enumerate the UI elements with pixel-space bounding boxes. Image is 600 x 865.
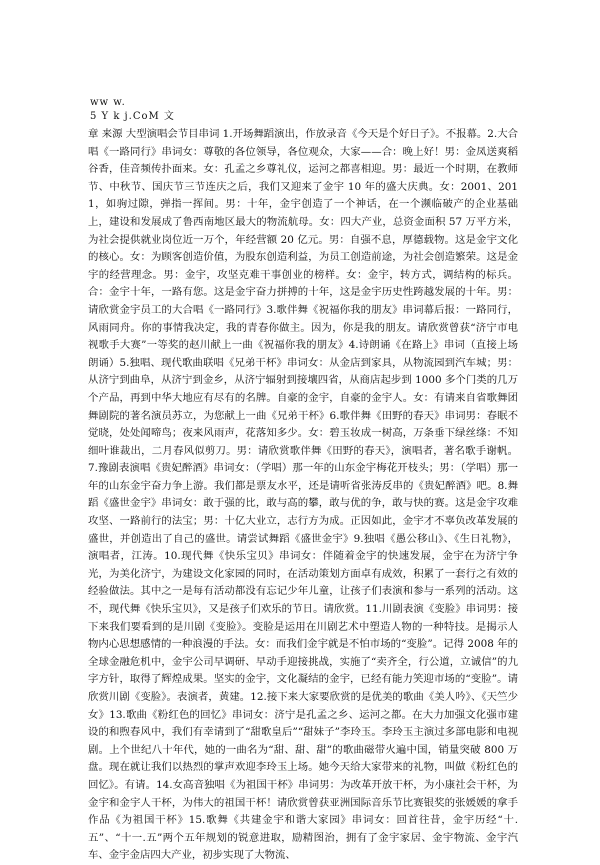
header-line-1: ww w. [90, 97, 126, 108]
source-header [90, 96, 175, 124]
header-line-2: 5 Y k j.CoM 文 [90, 111, 175, 122]
document-body: 章 来源 大型演唱会节目串词 1.开场舞蹈演出，作放录音《今天是个好日子》。不报幕。2.大合唱《一路同行》串词女：尊敬的各位领导，各位观众，大家——合：晚上好！男：金凤送爽稻谷香，佳音频传扑面来。女：孔孟之乡尊礼仪，运河之都喜相迎。男：最近一个时期，在教师节、中秋节、国庆节三节连庆之后，我们又迎来了金宇 10 年的盛大庆典。女：2001、2011，如驹过隙，弹指一挥间。男：十年，金宇创造了一个神话，在一个濒临破产的企业基础上，建设和发展成了鲁西南地区最大的物流航母。女：四大产业，总资金面积 57 万平方米，为社会提供就业岗位近一万个，年经营额 20 亿元。男：自强不息，厚德载物。这是金宇文化的核心。女：为顾客创造价值，为股东创造利益，为员工创造前途，为社会创造繁荣。这是金宇的经营理念。男：金宇，攻坚克难干事创业的榜样。女：金宇，转方式，调结构的标兵。合：金宇十年，一路有您。这是金宇奋力拼搏的十年，这是金宇历史性跨越发展的十年。男：请欣赏金宇员工的大合唱《一路同行》3.歌伴舞《祝福你我的朋友》串词幕后报：一路同行，风雨同舟。你的事情我决定，我的青春你做主。因为，你是我的朋友。请欣赏曾获“济宁市电视歌手大赛”一等奖的赵川献上一曲《祝福你我的朋友》4.诗朗诵《在路上》串词（直接上场朗诵）5.独唱、现代歌曲联唱《兄弟干杯》串词女：从金店到家具，从物流园到汽车城；男：从济宁到曲阜，从济宁到金乡，从济宁辐射到接壤四省，从商店起步到 1000 多个门类的几万个产品，再到中华大地应有尽有的名牌。自豪的金宇，自豪的金宇人。女：有请来自省歌舞团舞剧院的著名演员苏立，为您献上一曲《兄弟干杯》6.歌伴舞《田野的春天》串词男：春眠不觉晓，处处闻啼鸟；夜来风雨声，花落知多少。女：碧玉妆成一树高，万条垂下绿丝绦：不知细叶谁裁出，二月春风似剪刀。男：请欣赏歌伴舞《田野的春天》，演唱者，著名歌手谢帆。7.豫剧表演唱《贵妃醉酒》串词女：（学唱）那一年的山东金宇梅花开枝头；男：（学唱）那一年的山东金宇奋力争上游。我们都是票友水平，还是请听省张涛反串的《贵妃醉酒》吧。8.舞蹈《盛世金宇》串词女：敢于强的比，敢与高的攀，敢与优的争，敢与快的赛。这是金宇攻难攻坚、一路前行的法宝；男：十亿大业立，志行方为成。正因如此，金宇才不辜负改革发展的盛世，并创造出了自己的盛世。请尝试舞蹈《盛世金宇》9.独唱《愚公移山》、《生日礼物》，演唱者，江涛。10.现代舞《快乐宝贝》串词女：伴随着金宇的快速发展，金宇在为济宁争光，为美化济宁，为建设文化家园的同时，在活动策划方面卓有成效，积累了一套行之有效的经验做法。其中之一是每有活动都没有忘记少年儿童，让孩子们表演和参与一系列的活动。这不，现代舞《快乐宝贝》，又是孩子们欢乐的节日。请欣赏。11.川剧表演《变脸》串词男：接下来我们要看到的是川剧《变脸》。变脸是运用在川剧艺术中塑造人物的一种特技。是揭示人物内心思想感情的一种浪漫的手法。女：而我们金宇就是不怕市场的“变脸”。记得 2008 年的全球金融危机中，金宇公司早调研、早动手迎接挑战，实施了“卖齐全，行公道，立诚信”的九字方针，取得了辉煌成果。坚实的金宇，文化凝结的金宇，已经有能力笑迎市场的“变脸”。请欣赏川剧《变脸》。表演者，黄建。12.接下来大家要欣赏的是优美的歌曲《美人吟》、《天竺少女》13.歌曲《粉红色的回忆》串词女：济宁是孔孟之乡、运河之都。在大力加强文化强市建设的和煦春风中，我们有幸请到了“甜歌皇后”“甜妹子”李玲玉。李玲玉主演过多部电影和电视剧。上个世纪八十年代，她的一曲名为“甜、甜、甜”的歌曲磁带火遍中国，销量突破 800 万盘。现在就让我们以热烈的掌声欢迎李玲玉上场。她今天给大家带来的礼物，叫做《粉红色的回忆》。有请。14.女高音独唱《为祖国干杯》串词男：为改革开放干杯，为小康社会干杯，为金宇和金宇人干杯，为伟大的祖国干杯！请欣赏曾获亚洲国际音乐节比赛银奖的张媛媛的拿手作品《为祖国干杯》15.歌舞《共建金宇和谐大家园》串词女：回首往昔，金宇历经“十.五”、“十一.五”两个五年规划的锐意进取，励精图治，拥有了金宇家居、金宇物流、金宇汽车、金宇金店四大产业，初步实现了大物流、 [88, 128, 518, 862]
